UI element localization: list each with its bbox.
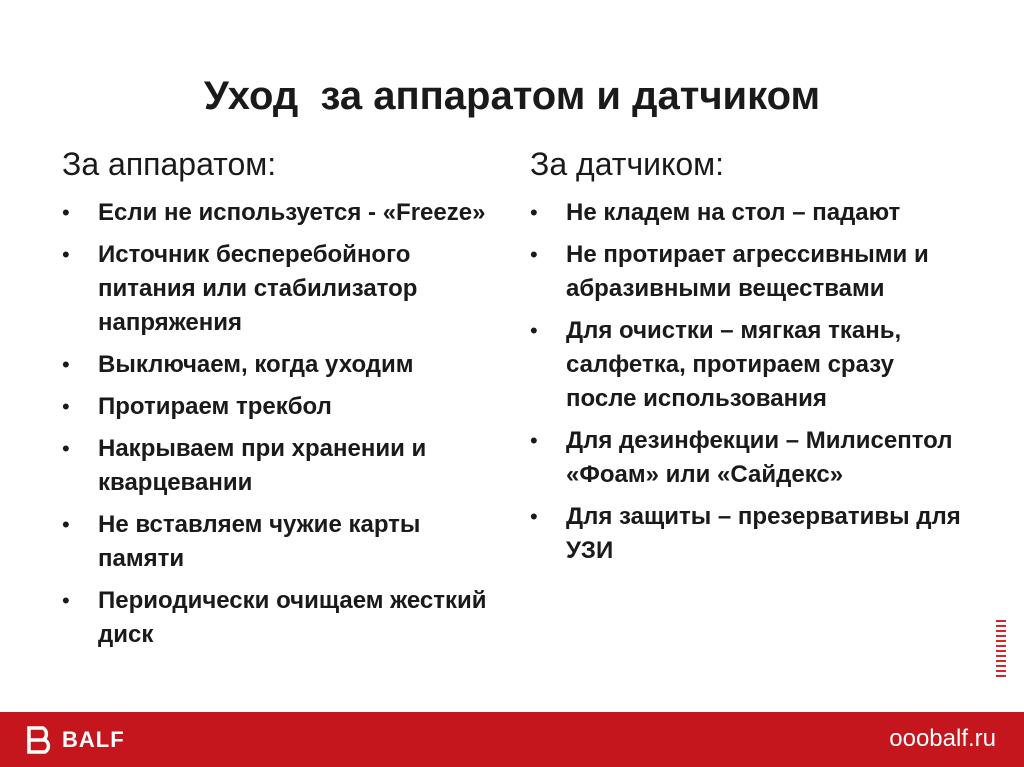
list-item — [62, 238, 512, 340]
bullet-icon: • — [530, 318, 538, 343]
list-item-text: Выключаем, когда уходим — [98, 351, 414, 378]
bullet-icon: • — [530, 428, 538, 453]
bullet-icon: • — [62, 200, 70, 225]
bullet-icon: • — [62, 436, 70, 461]
list-item-text: Протираем трекбол — [98, 393, 332, 420]
bullet-icon: • — [62, 512, 70, 537]
list-item-text: Не вставляем чужие карты памяти — [98, 511, 421, 572]
list-item-text: Не кладем на стол – падают — [566, 199, 901, 226]
left-column — [62, 140, 512, 660]
bullet-icon: • — [62, 352, 70, 377]
left-column-heading: За аппаратом: — [62, 146, 277, 182]
scale-marks-icon — [996, 620, 1006, 680]
list-item-text: Накрываем при хранении и кварцевании — [98, 435, 427, 496]
list-item — [62, 390, 512, 424]
bullet-icon: • — [62, 394, 70, 419]
list-item — [62, 348, 512, 382]
list-item — [62, 508, 512, 576]
left-bullet-list — [62, 196, 512, 652]
brand-name: BALF — [62, 727, 125, 752]
slide-title: Уход за аппаратом и датчиком — [203, 74, 821, 118]
website-link[interactable]: ooobalf.ru — [889, 725, 996, 752]
list-item — [530, 424, 970, 492]
bullet-icon: • — [62, 588, 70, 613]
list-item — [530, 314, 970, 416]
bullet-icon: • — [530, 504, 538, 529]
list-item — [530, 196, 970, 230]
list-item-text: Если не используется - «Freeze» — [98, 199, 486, 226]
list-item — [62, 584, 512, 652]
list-item — [530, 500, 970, 568]
list-item — [62, 196, 512, 230]
balf-logo-icon — [26, 725, 54, 755]
list-item-text: Для очистки – мягкая ткань, салфетка, протираем сразу после использования — [566, 317, 902, 412]
right-column — [530, 140, 970, 576]
bullet-icon: • — [530, 200, 538, 225]
bullet-icon: • — [530, 242, 538, 267]
right-bullet-list — [530, 196, 970, 568]
list-item — [530, 238, 970, 306]
list-item-text: Источник бесперебойного питания или стабилизатор напряжения — [98, 241, 418, 336]
list-item — [62, 432, 512, 500]
list-item-text: Не протирает агрессивными и абразивными веществами — [566, 241, 929, 302]
list-item-text: Периодически очищаем жесткий диск — [98, 587, 487, 648]
right-column-heading: За датчиком: — [530, 146, 725, 182]
footer-bar — [0, 712, 1024, 767]
bullet-icon: • — [62, 242, 70, 267]
list-item-text: Для защиты – презервативы для УЗИ — [566, 503, 961, 564]
list-item-text: Для дезинфекции – Милисептол «Фоам» или «Сайдекс» — [566, 427, 953, 488]
brand-logo — [26, 722, 125, 758]
